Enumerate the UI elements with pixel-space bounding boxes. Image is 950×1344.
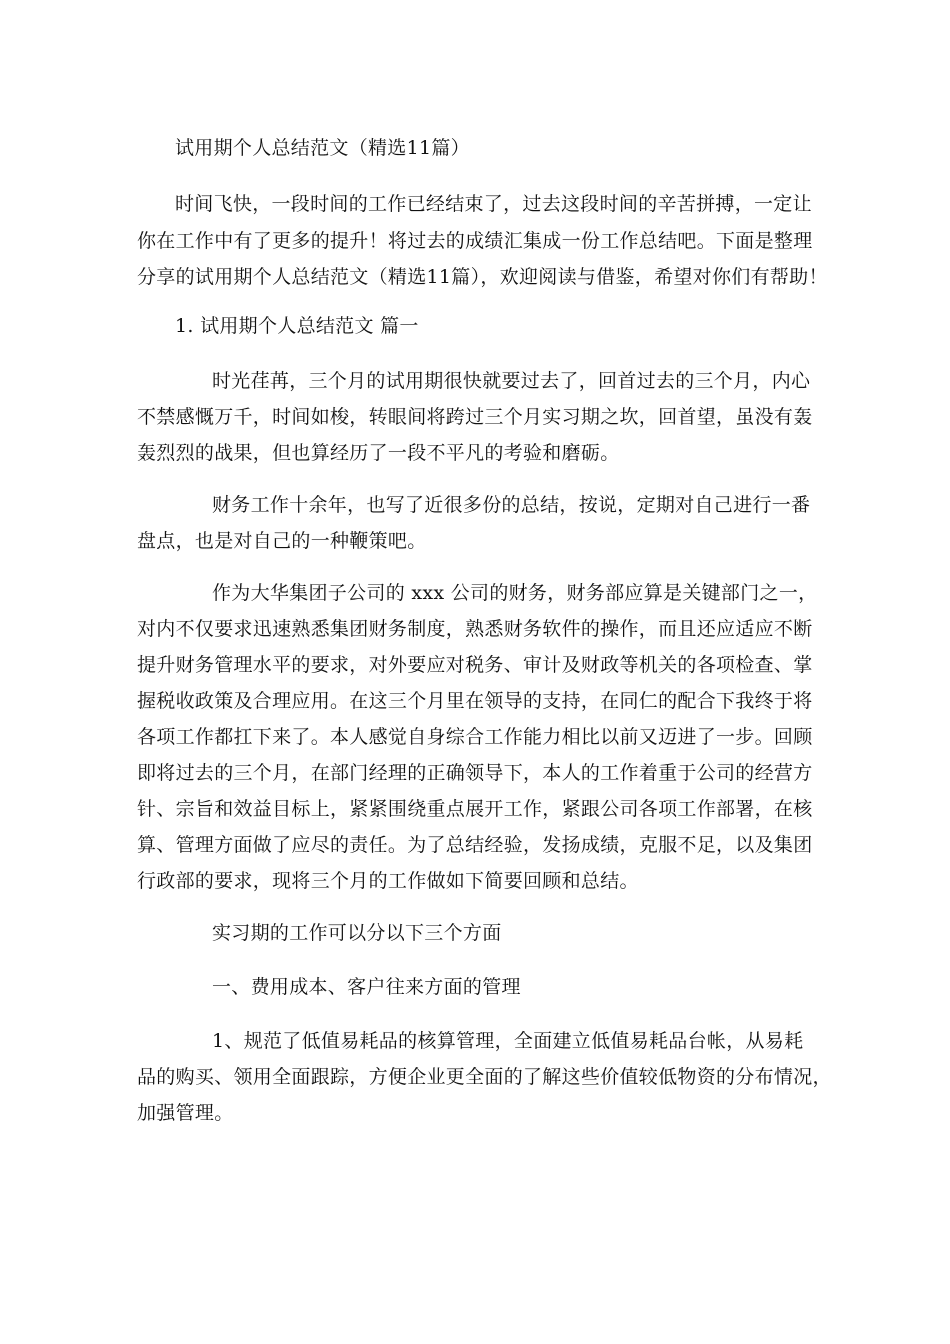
intro-line: 分享的试用期个人总结范文（精选11篇），欢迎阅读与借鉴，希望对你们有帮助！ [137,266,828,288]
sub-heading: 一、费用成本、客户往来方面的管理 [212,976,521,998]
paragraph-line: 算、管理方面做了应尽的责任。为了总结经验，发扬成绩，克服不足，以及集团 [137,834,813,856]
paragraph-line: 不禁感慨万千，时间如梭，转眼间将跨过三个月实习期之坎，回首望，虽没有轰 [137,406,813,428]
document-title: 试用期个人总结范文（精选11篇） [175,137,470,159]
paragraph-line: 行政部的要求，现将三个月的工作做如下简要回顾和总结。 [137,870,639,892]
section-heading: 1. 试用期个人总结范文 篇一 [175,315,419,337]
paragraph-line: 轰烈烈的战果，但也算经历了一段不平凡的考验和磨砺。 [137,442,620,464]
paragraph-line: 加强管理。 [137,1102,234,1124]
paragraph-line: 1、规范了低值易耗品的核算管理，全面建立低值易耗品台帐，从易耗 [212,1030,804,1052]
intro-line: 你在工作中有了更多的提升！将过去的成绩汇集成一份工作总结吧。下面是整理 [137,230,813,252]
paragraph-line: 对内不仅要求迅速熟悉集团财务制度，熟悉财务软件的操作，而且还应适应不断 [137,618,813,640]
paragraph-line: 针、宗旨和效益目标上，紧紧围绕重点展开工作，紧跟公司各项工作部署，在核 [137,798,813,820]
paragraph-line: 作为大华集团子公司的 xxx 公司的财务，财务部应算是关键部门之一， [212,582,818,604]
paragraph-line: 握税收政策及合理应用。在这三个月里在领导的支持，在同仁的配合下我终于将 [137,690,813,712]
paragraph-line: 各项工作都扛下来了。本人感觉自身综合工作能力相比以前又迈进了一步。回顾 [137,726,813,748]
paragraph-line: 即将过去的三个月，在部门经理的正确领导下，本人的工作着重于公司的经营方 [137,762,813,784]
sub-heading: 实习期的工作可以分以下三个方面 [212,922,502,944]
intro-line: 时间飞快，一段时间的工作已经结束了，过去这段时间的辛苦拼搏，一定让 [175,193,812,215]
paragraph-line: 盘点，也是对自己的一种鞭策吧。 [137,530,427,552]
paragraph-line: 品的购买、领用全面跟踪，方便企业更全面的了解这些价值较低物资的分布情况， [137,1066,832,1088]
paragraph-line: 提升财务管理水平的要求，对外要应对税务、审计及财政等机关的各项检查、掌 [137,654,813,676]
paragraph-line: 财务工作十余年，也写了近很多份的总结，按说，定期对自己进行一番 [212,494,811,516]
paragraph-line: 时光荏苒，三个月的试用期很快就要过去了，回首过去的三个月，内心 [212,370,811,392]
